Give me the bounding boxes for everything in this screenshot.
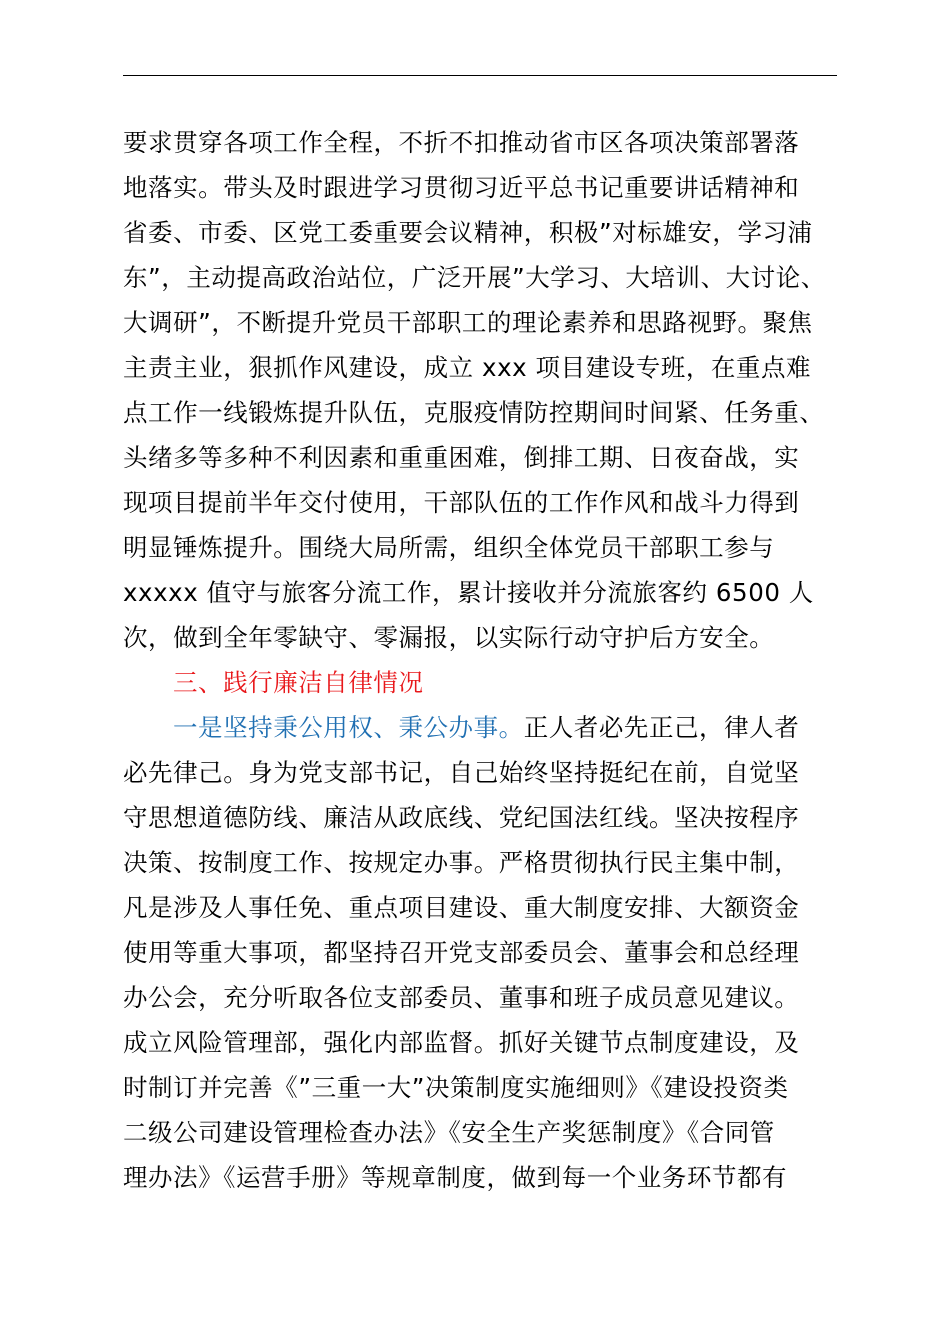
- paragraph-line: 守思想道德防线、廉洁从政底线、党纪国法红线。坚决按程序: [123, 803, 800, 832]
- subheading-line: [123, 705, 837, 750]
- paragraph-line: 地落实。带头及时跟进学习贯彻习近平总书记重要讲话精神和: [123, 173, 800, 202]
- paragraph-line: 东”，主动提高政治站位，广泛开展”大学习、大培训、大讨论、: [123, 263, 826, 292]
- paragraph-line: 理办法》《运营手册》等规章制度，做到每一个业务环节都有: [123, 1163, 788, 1192]
- header-rule: [123, 75, 837, 76]
- paragraph-line: 主责主业，狠抓作风建设，成立 xxx 项目建设专班，在重点难: [123, 353, 812, 382]
- paragraph-line: 大调研”，不断提升党员干部职工的理论素养和思路视野。聚焦: [123, 308, 813, 337]
- paragraph-line: 现项目提前半年交付使用，干部队伍的工作作风和战斗力得到: [123, 488, 800, 517]
- section-heading: 三、践行廉洁自律情况: [173, 668, 424, 697]
- paragraph-line: 头绪多等多种不利因素和重重困难，倒排工期、日夜奋战，实: [123, 443, 800, 472]
- paragraph-line: 办公会，充分听取各位支部委员、董事和班子成员意见建议。: [123, 983, 800, 1012]
- paragraph-line: 明显锤炼提升。围绕大局所需，组织全体党员干部职工参与: [123, 533, 775, 562]
- paragraph-line: 省委、市委、区党工委重要会议精神，积极”对标雄安，学习浦: [123, 218, 813, 247]
- paragraph-line: 必先律己。身为党支部书记，自己始终坚持挺纪在前，自觉坚: [123, 758, 800, 787]
- paragraph-line: 成立风险管理部，强化内部监督。抓好关键节点制度建设，及: [123, 1028, 800, 1057]
- subheading: 一是坚持秉公用权、秉公办事。: [173, 713, 524, 742]
- paragraph-line: xxxxx 值守与旅客分流工作，累计接收并分流旅客约 6500 人: [123, 578, 814, 607]
- paragraph-line: 点工作一线锻炼提升队伍，克服疫情防控期间时间紧、任务重、: [123, 398, 825, 427]
- paragraph-line: 次，做到全年零缺守、零漏报，以实际行动守护后方安全。: [123, 623, 775, 652]
- paragraph-line: 使用等重大事项，都坚持召开党支部委员会、董事会和总经理: [123, 938, 800, 967]
- paragraph-line: 二级公司建设管理检查办法》《安全生产奖惩制度》《合同管: [123, 1118, 775, 1147]
- body-text: [123, 120, 837, 1200]
- paragraph-line: 要求贯穿各项工作全程，不折不扣推动省市区各项决策部署落: [123, 128, 800, 157]
- subheading-rest: 正人者必先正己，律人者: [523, 713, 800, 742]
- paragraph-line: 时制订并完善《”三重一大”决策制度实施细则》《建设投资类: [123, 1073, 789, 1102]
- paragraph-line: 决策、按制度工作、按规定办事。严格贯彻执行民主集中制，: [123, 848, 800, 877]
- paragraph-line: 凡是涉及人事任免、重点项目建设、重大制度安排、大额资金: [123, 893, 800, 922]
